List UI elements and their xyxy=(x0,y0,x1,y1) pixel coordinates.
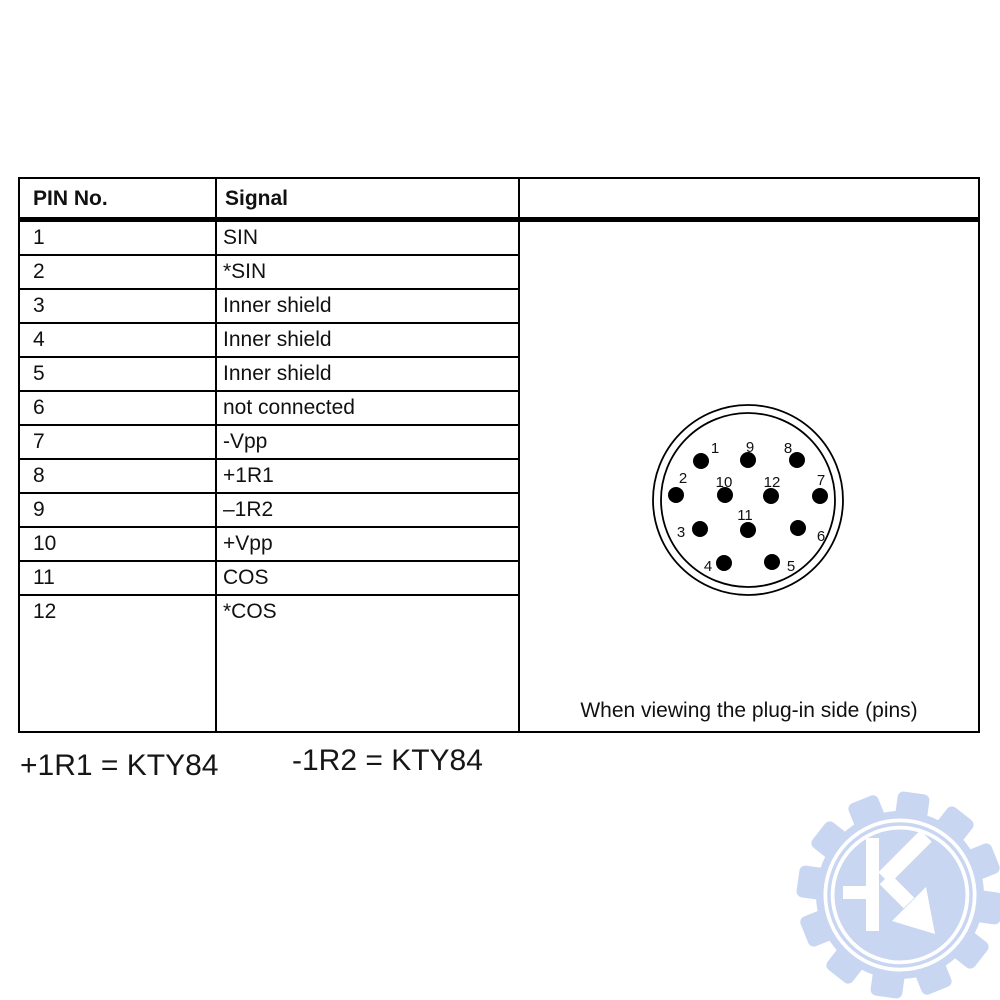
pin-dot xyxy=(693,453,709,469)
signal-cell: +1R1 xyxy=(223,464,274,487)
connector-svg xyxy=(638,390,858,610)
table-row xyxy=(20,358,520,392)
pins-group xyxy=(668,439,828,575)
signal-cell: –1R2 xyxy=(223,498,274,521)
signal-cell: -Vpp xyxy=(223,430,268,453)
pin-label: 12 xyxy=(763,474,781,491)
pin-number-cell: 2 xyxy=(33,260,45,283)
signal-cell: not connected xyxy=(223,396,355,419)
table-row xyxy=(20,596,520,731)
pin-dot xyxy=(764,554,780,570)
pin-number-cell: 4 xyxy=(33,328,45,351)
pin-number-cell: 9 xyxy=(33,498,45,521)
pin-number-cell: 8 xyxy=(33,464,45,487)
pin-dot xyxy=(668,487,684,503)
pin-label: 7 xyxy=(816,472,826,489)
note-1r2: -1R2 = KTY84 xyxy=(292,744,483,777)
connector-caption: When viewing the plug-in side (pins) xyxy=(580,699,918,722)
table-row xyxy=(20,494,520,528)
pin-number-cell: 6 xyxy=(33,396,45,419)
signal-cell: Inner shield xyxy=(223,294,332,317)
pin-number-cell: 7 xyxy=(33,430,45,453)
pin-label: 11 xyxy=(737,507,753,524)
pin-dot xyxy=(692,521,708,537)
pin-label: 5 xyxy=(786,558,796,575)
pin-label: 8 xyxy=(783,440,793,457)
pin-label: 2 xyxy=(678,470,688,487)
pin-number-cell: 12 xyxy=(33,600,57,623)
signal-cell: SIN xyxy=(223,226,259,249)
table-header-row xyxy=(20,179,978,222)
pin-label: 6 xyxy=(816,528,826,545)
pin-label: 3 xyxy=(676,524,686,541)
table-rows xyxy=(20,222,520,731)
header-signal: Signal xyxy=(225,187,289,210)
table-row xyxy=(20,324,520,358)
signal-cell: *SIN xyxy=(223,260,267,283)
signal-cell: Inner shield xyxy=(223,362,332,385)
pin-dot xyxy=(740,522,756,538)
pin-dot xyxy=(790,520,806,536)
gear-k-logo-watermark xyxy=(795,790,1000,1000)
pin-label: 1 xyxy=(710,440,720,457)
table-row xyxy=(20,426,520,460)
pin-number-cell: 11 xyxy=(33,566,55,589)
pinout-table xyxy=(18,177,980,733)
pin-label: 10 xyxy=(715,474,733,491)
signal-cell: Inner shield xyxy=(223,328,332,351)
pin-number-cell: 10 xyxy=(33,532,57,555)
pin-dot xyxy=(812,488,828,504)
table-row xyxy=(20,528,520,562)
table-row xyxy=(20,562,520,596)
pin-label: 4 xyxy=(703,558,713,575)
header-pin-no: PIN No. xyxy=(33,187,108,210)
table-row xyxy=(20,222,520,256)
signal-cell: *COS xyxy=(223,600,277,623)
pin-number-cell: 1 xyxy=(33,226,45,249)
note-1r1: +1R1 = KTY84 xyxy=(20,749,219,782)
table-row xyxy=(20,256,520,290)
column-divider-1 xyxy=(215,179,217,731)
pin-number-cell: 5 xyxy=(33,362,45,385)
pin-dot xyxy=(716,555,732,571)
table-row xyxy=(20,392,520,426)
pin-number-cell: 3 xyxy=(33,294,45,317)
pin-label: 9 xyxy=(745,439,755,456)
connector-cell xyxy=(520,222,978,731)
gear-icon xyxy=(796,791,1000,999)
signal-cell: COS xyxy=(223,566,269,589)
table-row xyxy=(20,460,520,494)
signal-cell: +Vpp xyxy=(223,532,273,555)
table-row xyxy=(20,290,520,324)
